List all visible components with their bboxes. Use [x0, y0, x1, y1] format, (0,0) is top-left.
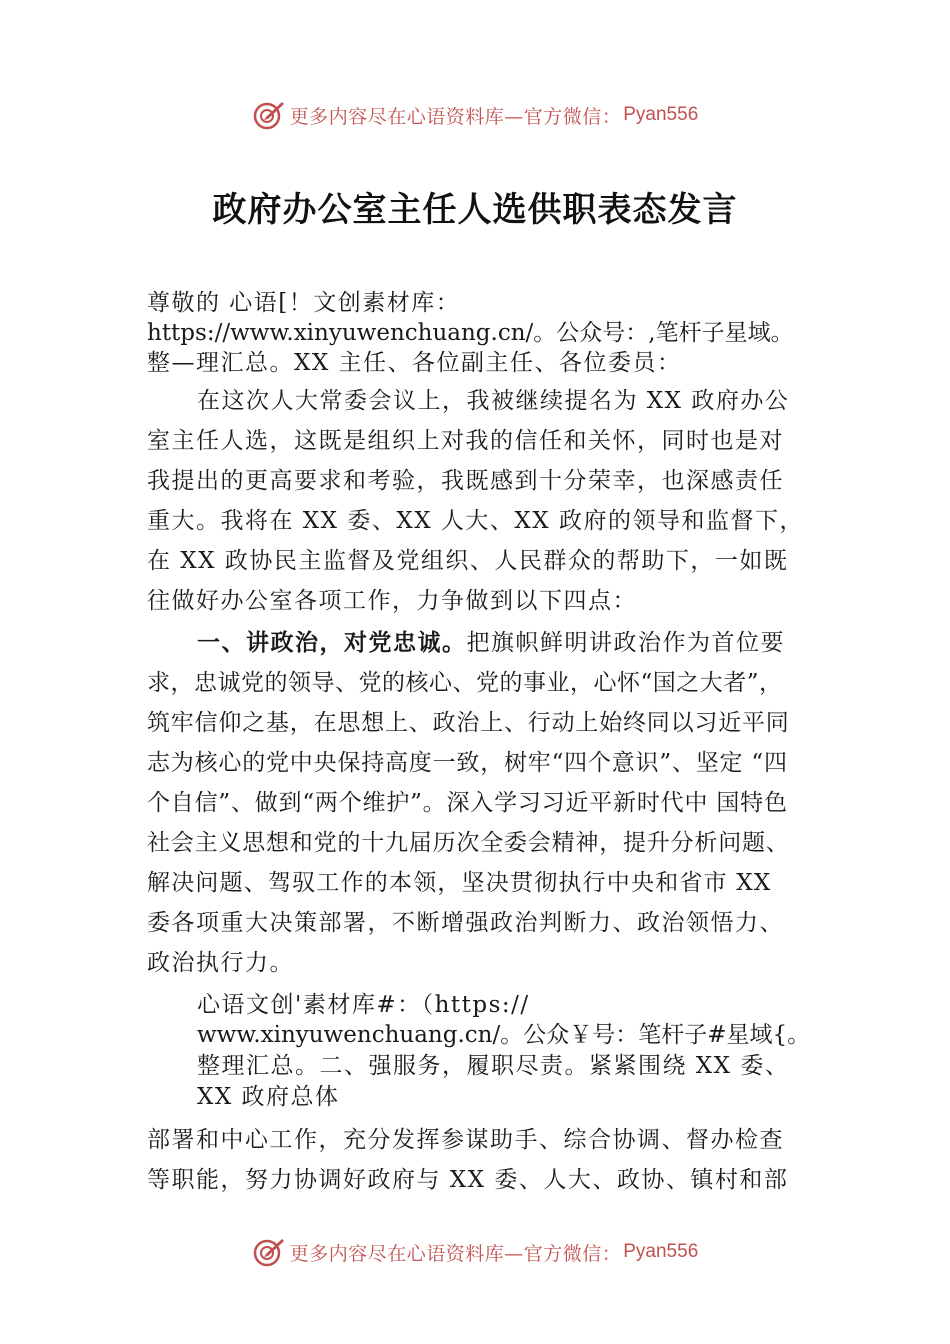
paragraph-1-line: 在 XX 政协民主监督及党组织、人民群众的帮助下，一如既 — [147, 548, 789, 574]
paragraph-1-line: 往做好办公室各项工作，力争做到以下四点： — [147, 588, 637, 614]
paragraph-1-line: 我提出的更高要求和考验，我既感到十分荣幸，也深感责任 — [147, 468, 784, 494]
paragraph-2-line: 个自信”、做到“两个维护”。深入学习习近平新时代中 国特色 — [147, 790, 788, 816]
watermark-line-3: 整理汇总。二、强服务，履职尽责。紧紧围绕 XX 委、 — [197, 1053, 790, 1079]
salutation-line-3: 整—理汇总。XX 主任、各位副主任、各位委员： — [147, 350, 682, 376]
pen-logo-icon — [252, 98, 286, 132]
banner-text: 更多内容尽在心语资料库—官方微信： — [289, 105, 622, 128]
paragraph-2-first-line-rest: 把旗帜鲜明讲政治作为首位要 — [466, 630, 785, 656]
paragraph-2-first-line — [197, 624, 785, 657]
watermark-line-2: www.xinyuwenchuang.cn/。公众￥号：笔杆子#星域{。 — [197, 1022, 811, 1048]
watermark-line-4: XX 政府总体 — [197, 1084, 340, 1110]
paragraph-2-line: 志为核心的党中央保持高度一致，树牢“四个意识”、坚定 “四 — [147, 750, 788, 776]
paragraph-2-line: 求，忠诚党的领导、党的核心、党的事业，心怀“国之大者”， — [147, 670, 783, 696]
banner-wechat-id: Pyan556 — [623, 1241, 699, 1262]
paragraph-2-line: 解决问题、驾驭工作的本领，坚决贯彻执行中央和省市 XX — [147, 870, 772, 896]
banner-text: 更多内容尽在心语资料库—官方微信： — [289, 1242, 622, 1265]
salutation-line-2: https://www.xinyuwenchuang.cn/。公众号：,笔杆子星域。 — [147, 320, 794, 346]
document-title: 政府办公室主任人选供职表态发言 — [212, 190, 738, 230]
paragraph-2-line: 社会主义思想和党的十九届历次全委会精神，提升分析问题、 — [147, 830, 790, 856]
banner-wechat-id: Pyan556 — [623, 104, 699, 125]
footer-banner — [0, 1232, 950, 1272]
paragraph-2-line: 委各项重大决策部署，不断增强政治判断力、政治领悟力、 — [147, 910, 784, 936]
paragraph-2-line: 筑牢信仰之基，在思想上、政治上、行动上始终同以习近平同 — [147, 710, 790, 736]
watermark-line-1: 心语文创'素材库#：（https:// — [197, 992, 530, 1018]
paragraph-3-line: 部署和中心工作，充分发挥参谋助手、综合协调、督办检查 — [147, 1127, 784, 1153]
section-heading-1: 一、讲政治，对党忠诚。 — [197, 629, 467, 656]
pen-logo-icon — [252, 1235, 286, 1269]
paragraph-1-line: 重大。我将在 XX 委、XX 人大、XX 政府的领导和监督下， — [147, 508, 804, 534]
salutation-line-1: 尊敬的 心语[！文创素材库： — [147, 290, 461, 316]
header-banner — [0, 95, 950, 135]
paragraph-2-line: 政治执行力。 — [147, 950, 294, 976]
paragraph-3-line: 等职能，努力协调好政府与 XX 委、人大、政协、镇村和部 — [147, 1167, 789, 1193]
paragraph-1-line: 在这次人大常委会议上，我被继续提名为 XX 政府办公 — [197, 388, 790, 414]
paragraph-1-line: 室主任人选，这既是组织上对我的信任和关怀，同时也是对 — [147, 428, 784, 454]
